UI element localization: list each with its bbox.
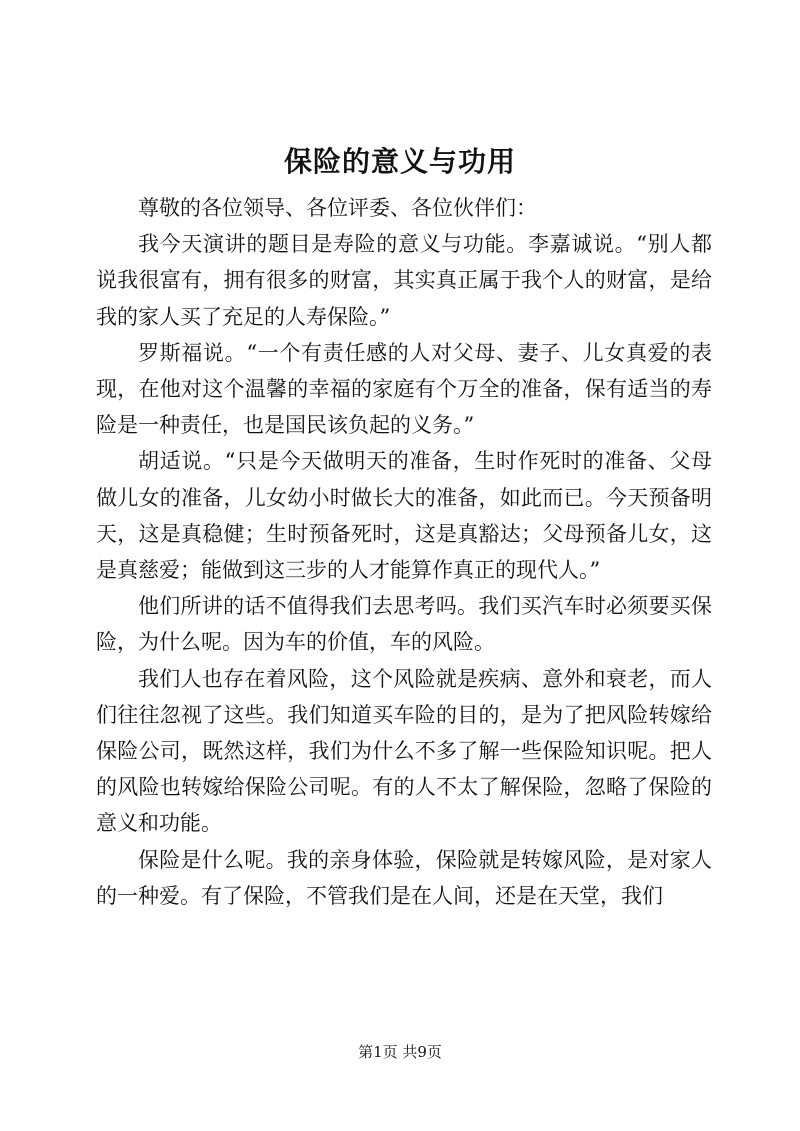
document-title: 保险的意义与功用 xyxy=(283,145,516,178)
paragraph-greeting: 尊敬的各位领导、各位评委、各位伙伴们： xyxy=(138,196,537,220)
paragraph: 罗斯福说。“一个有责任感的人对父母、妻子、儿女真爱的表现，在他对这个温馨的幸福的家庭有个万全的准备，保有适当的寿险是一种责任，也是国民该负起的义务。” xyxy=(96,340,712,438)
paragraph: 我们人也存在着风险，这个风险就是疾病、意外和衰老，而人们往往忽视了这些。我们知道买车险的目的，是为了把风险转嫁给保险公司，既然这样，我们为什么不多了解一些保险知识呢。把人的风险也转嫁给保险公司呢。有的人不太了解保险，忽略了保险的意义和功能。 xyxy=(96,666,712,836)
paragraph: 我今天演讲的题目是寿险的意义与功能。李嘉诚说。“别人都说我很富有，拥有很多的财富，其实真正属于我个人的财富，是给我的家人买了充足的人寿保险。” xyxy=(96,232,712,329)
paragraph: 胡适说。“只是今天做明天的准备，生时作死时的准备、父母做儿女的准备，儿女幼小时做长大的准备，如此而已。今天预备明天，这是真稳健；生时预备死时，这是真豁达；父母预备儿女，这是真慈爱；能做到这三步的人才能算作真正的现代人。” xyxy=(96,449,712,583)
paragraph: 他们所讲的话不值得我们去思考吗。我们买汽车时必须要买保险，为什么呢。因为车的价值，车的风险。 xyxy=(96,594,712,655)
page-footer: 第1页 共9页 xyxy=(358,1043,442,1061)
document-body xyxy=(96,190,712,914)
paragraph: 保险是什么呢。我的亲身体验，保险就是转嫁风险，是对家人的一种爱。有了保险，不管我们是在人间，还是在天堂，我们 xyxy=(96,847,712,908)
